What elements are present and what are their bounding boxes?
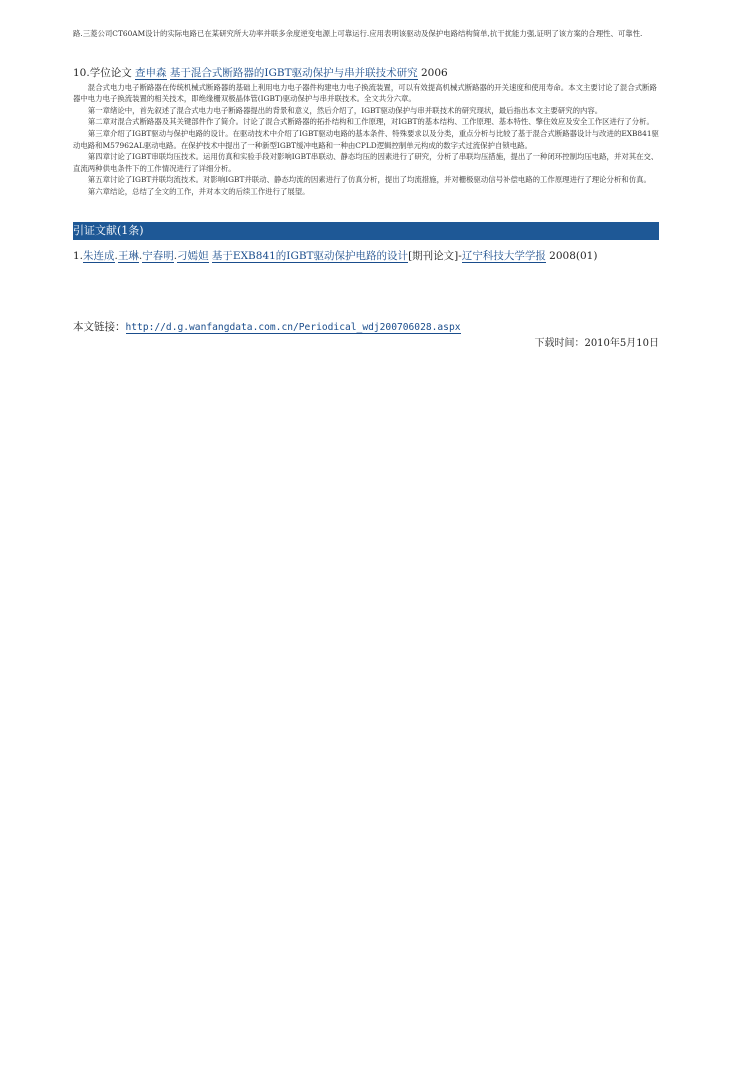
entry-type: 学位论文 (89, 66, 132, 79)
citation-issue: 2008(01) (549, 249, 598, 262)
abstract-paragraph: 第二章对混合式断路器及其关键部件作了简介。讨论了混合式断路器的拓扑结构和工作原理，对IGBT的基本结构、工作原理、基本特性、擎住效应及安全工作区进行了分析。 (87, 117, 654, 127)
article-link-label: 本文链接： (73, 320, 126, 333)
entry-abstract (73, 82, 659, 198)
citation-type: [期刊论文] (408, 249, 459, 262)
intro-paragraph: 路.三菱公司CT60AM设计的实际电路已在某研究所大功率并联多余度逆变电源上可靠运行.应用表明该驱动及保护电路结构简单,抗干扰能力强,证明了该方案的合理性、可靠性. (73, 29, 643, 38)
citation-author-link[interactable]: 宁春明 (142, 249, 174, 262)
abstract-paragraph: 第五章讨论了IGBT并联均流技术。对影响IGBT并联动、静态均流的因素进行了仿真分析，提出了均流措施，并对栅极驱动信号补偿电路的工作原理进行了理论分析和仿真。 (87, 175, 651, 185)
abstract-paragraph: 第六章结论，总结了全文的工作，并对本文的后续工作进行了展望。 (87, 186, 310, 196)
abstract-paragraph: 第四章讨论了IGBT串联均压技术。运用仿真和实验手段对影响IGBT串联动、静态均压的因素进行了研究，分析了串联均压措施，提出了一种闭环控制均压电路，并对其在交、直流两种供电条件下的工作情况进行了详细分析。 (73, 152, 659, 173)
abstract-paragraph: 第三章介绍了IGBT驱动与保护电路的设计。在驱动技术中介绍了IGBT驱动电路的基本条件、特殊要求以及分类，重点分析与比较了基于混合式断路器设计与改进的EXB841驱动电路和M57962AL驱动电路。在保护技术中提出了一种新型IGBT缓冲电路和一种由CPLD逻辑控制单元构成的数字式过流保护自锁电路。 (73, 128, 659, 150)
article-link-line (73, 319, 659, 336)
download-time: 下载时间：2010年5月10日 (534, 337, 659, 349)
citation-number: 1. (73, 249, 84, 262)
citation-journal-link[interactable]: 辽宁科技大学学报 (461, 249, 546, 262)
citation-item: 1.朱连成.王琳.宁春明.刁嫣妲 基于EXB841的IGBT驱动保护电路的设计[期刊论文]-辽宁科技大学学报 2008(01) (73, 249, 598, 262)
citations-section-header: 引证文献(1条) (73, 222, 659, 240)
abstract-paragraph: 第一章绪论中，首先叙述了混合式电力电子断路器提出的背景和意义，然后介绍了，IGBT驱动保护与串并联技术的研究现状，最后指出本文主要研究的内容。 (87, 105, 603, 115)
article-link-url[interactable]: http://d.g.wanfangdata.com.cn/Periodical_wdj200706028.aspx (125, 321, 461, 333)
entry-year: 2006 (421, 66, 448, 79)
abstract-paragraph: 混合式电力电子断路器在传统机械式断路器的基础上利用电力电子器件构建电力电子换流装置，可以有效提高机械式断路器的开关速度和使用寿命。本文主要讨论了混合式断路器中电力电子换流装置的相关技术，即绝缘栅双极晶体管(IGBT)驱动保护与串并联技术。全文共分六章。 (73, 82, 657, 104)
citation-author-link[interactable]: 朱连成 (83, 249, 115, 262)
entry-heading (73, 66, 659, 81)
citation-title-link[interactable]: 基于EXB841的IGBT驱动保护电路的设计 (211, 249, 409, 262)
citation-dash: - (458, 249, 462, 262)
entry-author-link[interactable]: 查申森 (135, 66, 167, 79)
document-page (73, 0, 659, 351)
entry-number: 10. (73, 66, 90, 79)
citation-author-link[interactable]: 刁嫣妲 (177, 249, 209, 262)
entry-title-link[interactable]: 基于混合式断路器的IGBT驱动保护与串并联技术研究 (169, 66, 418, 79)
citation-author-link[interactable]: 王琳 (117, 249, 139, 262)
